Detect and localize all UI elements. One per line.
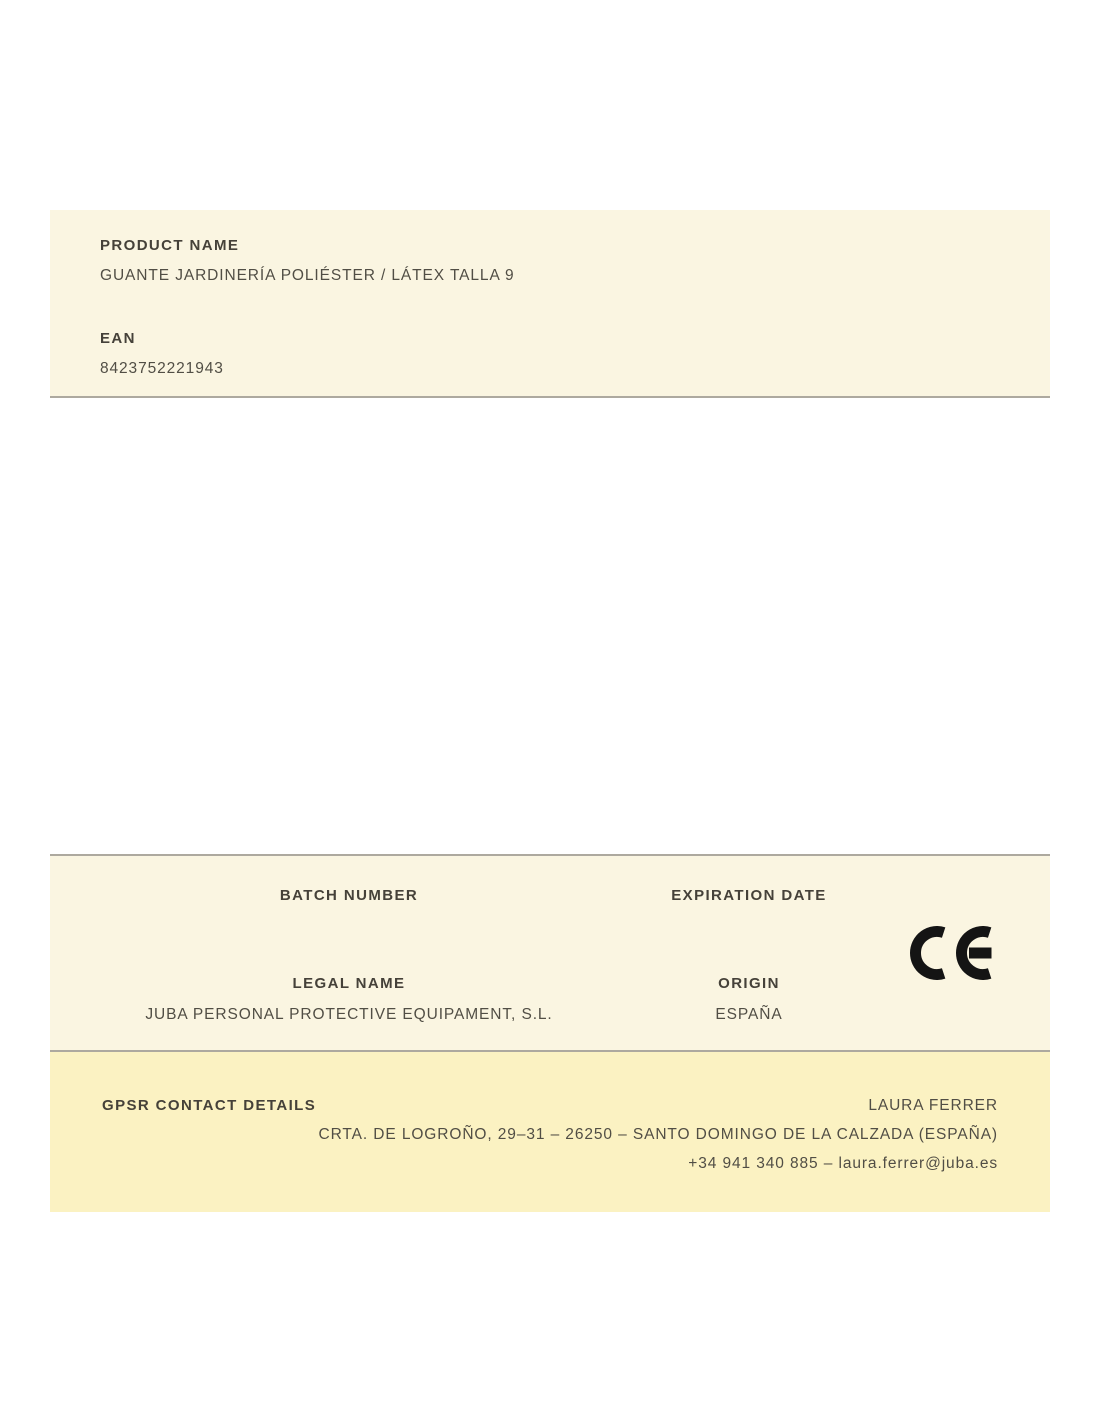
product-name-label: PRODUCT NAME <box>100 237 240 254</box>
product-info-panel <box>50 210 1050 398</box>
ean-label: EAN <box>100 330 136 347</box>
legal-name-cell <box>100 976 598 1023</box>
batch-number-label: BATCH NUMBER <box>279 887 419 904</box>
gpsr-header-row <box>102 1097 998 1114</box>
gpsr-contact-label: GPSR CONTACT DETAILS <box>102 1097 317 1114</box>
legal-name-label: LEGAL NAME <box>292 975 406 992</box>
ean-value: 8423752221943 <box>100 360 224 377</box>
gpsr-contact-name: LAURA FERRER <box>868 1097 998 1114</box>
gpsr-contact-panel <box>50 1052 1050 1212</box>
expiration-date-cell <box>598 888 900 904</box>
legal-name-value: JUBA PERSONAL PROTECTIVE EQUIPAMENT, S.L. <box>145 1006 553 1023</box>
product-name-value: GUANTE JARDINERÍA POLIÉSTER / LÁTEX TALLA 9 <box>100 267 515 284</box>
gpsr-contact-address: CRTA. DE LOGROÑO, 29–31 – 26250 – SANTO DOMINGO DE LA CALZADA (ESPAÑA) <box>318 1126 998 1143</box>
origin-label: ORIGIN <box>718 975 780 992</box>
gpsr-contact-phone-email: +34 941 340 885 – laura.ferrer@juba.es <box>688 1155 998 1172</box>
ce-mark-icon <box>910 926 992 980</box>
batch-number-cell <box>100 888 598 904</box>
origin-value: ESPAÑA <box>715 1006 783 1023</box>
batch-legal-grid <box>100 888 1050 1023</box>
expiration-date-label: EXPIRATION DATE <box>671 887 827 904</box>
batch-legal-panel <box>50 854 1050 1052</box>
origin-cell <box>598 976 900 1023</box>
